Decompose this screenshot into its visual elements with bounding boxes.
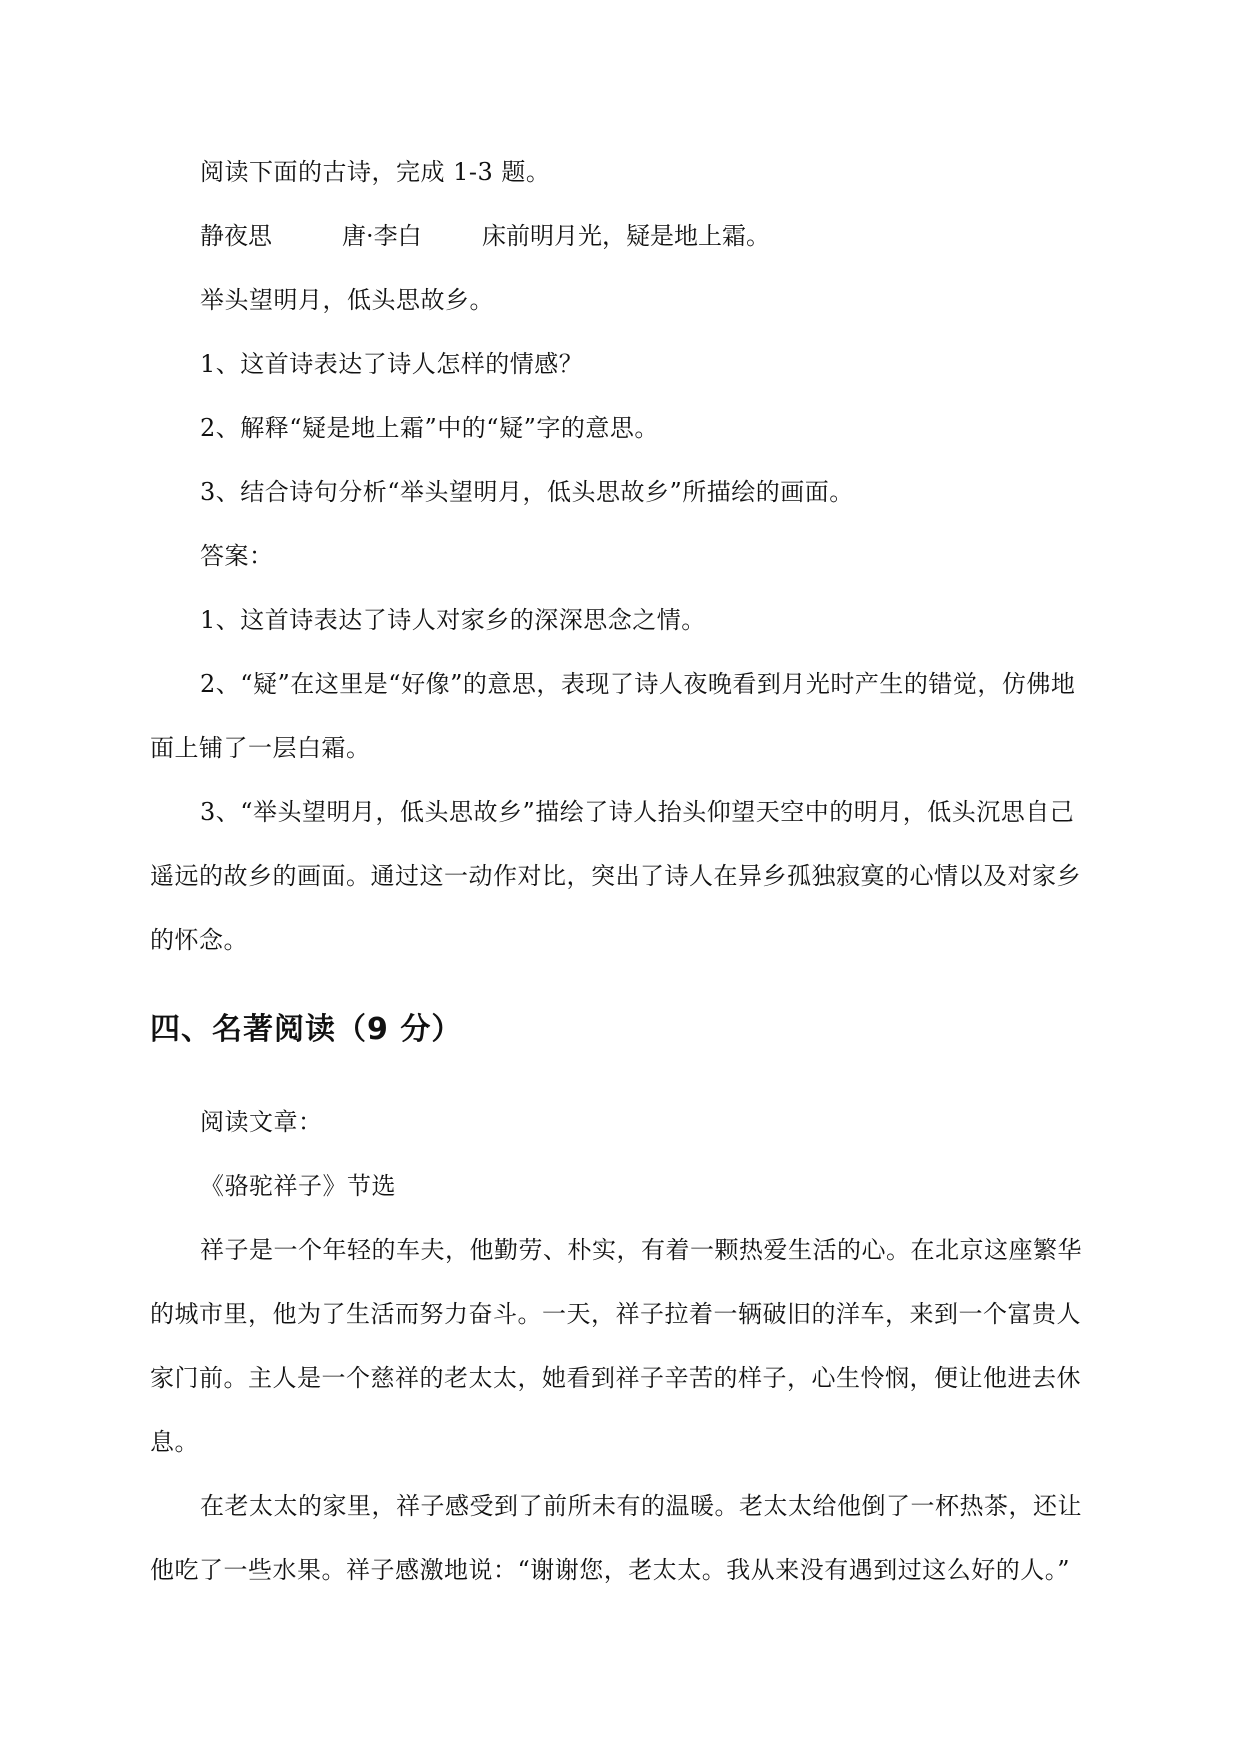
question-1: 1、这首诗表达了诗人怎样的情感？: [200, 350, 584, 378]
excerpt-title: 《骆驼祥子》节选: [200, 1172, 396, 1200]
section-heading: 四、名著阅读（9 分）: [150, 1012, 463, 1047]
poem-title: 静夜思: [200, 222, 272, 250]
document-page: [150, 140, 1092, 1602]
poem-header-line: [150, 204, 1092, 268]
poem-intro: 阅读下面的古诗，完成 1-3 题。: [200, 158, 551, 186]
question-2: 2、解释“疑是地上霜”中的“疑”字的意思。: [200, 414, 659, 442]
poem-author: 唐·李白: [342, 222, 422, 250]
answer-1: 1、这首诗表达了诗人对家乡的深深思念之情。: [200, 606, 706, 634]
excerpt-paragraph-1: 祥子是一个年轻的车夫，他勤劳、朴实，有着一颗热爱生活的心。在北京这座繁华的城市里，他为了生活而努力奋斗。一天，祥子拉着一辆破旧的洋车，来到一个富贵人家门前。主人是一个慈祥的老太太，她看到祥子辛苦的样子，心生怜悯，便让他进去休息。: [150, 1236, 1082, 1456]
answer-2: 2、“疑”在这里是“好像”的意思，表现了诗人夜晚看到月光时产生的错觉，仿佛地面上铺了一层白霜。: [150, 670, 1076, 762]
answer-3: 3、“举头望明月，低头思故乡”描绘了诗人抬头仰望天空中的明月，低头沉思自己遥远的故乡的画面。通过这一动作对比，突出了诗人在异乡孤独寂寞的心情以及对家乡的怀念。: [150, 798, 1081, 954]
reading-intro: 阅读文章：: [200, 1108, 323, 1136]
poem-line-2: 举头望明月，低头思故乡。: [200, 286, 494, 314]
answer-label: 答案：: [200, 542, 274, 570]
poem-line-1: 床前明月光，疑是地上霜。: [482, 222, 770, 250]
excerpt-paragraph-2: 在老太太的家里，祥子感受到了前所未有的温暖。老太太给他倒了一杯热茶，还让他吃了一些水果。祥子感激地说：“谢谢您，老太太。我从来没有遇到过这么好的人。”: [150, 1492, 1082, 1584]
question-3: 3、结合诗句分析“举头望明月，低头思故乡”所描绘的画面。: [200, 478, 854, 506]
